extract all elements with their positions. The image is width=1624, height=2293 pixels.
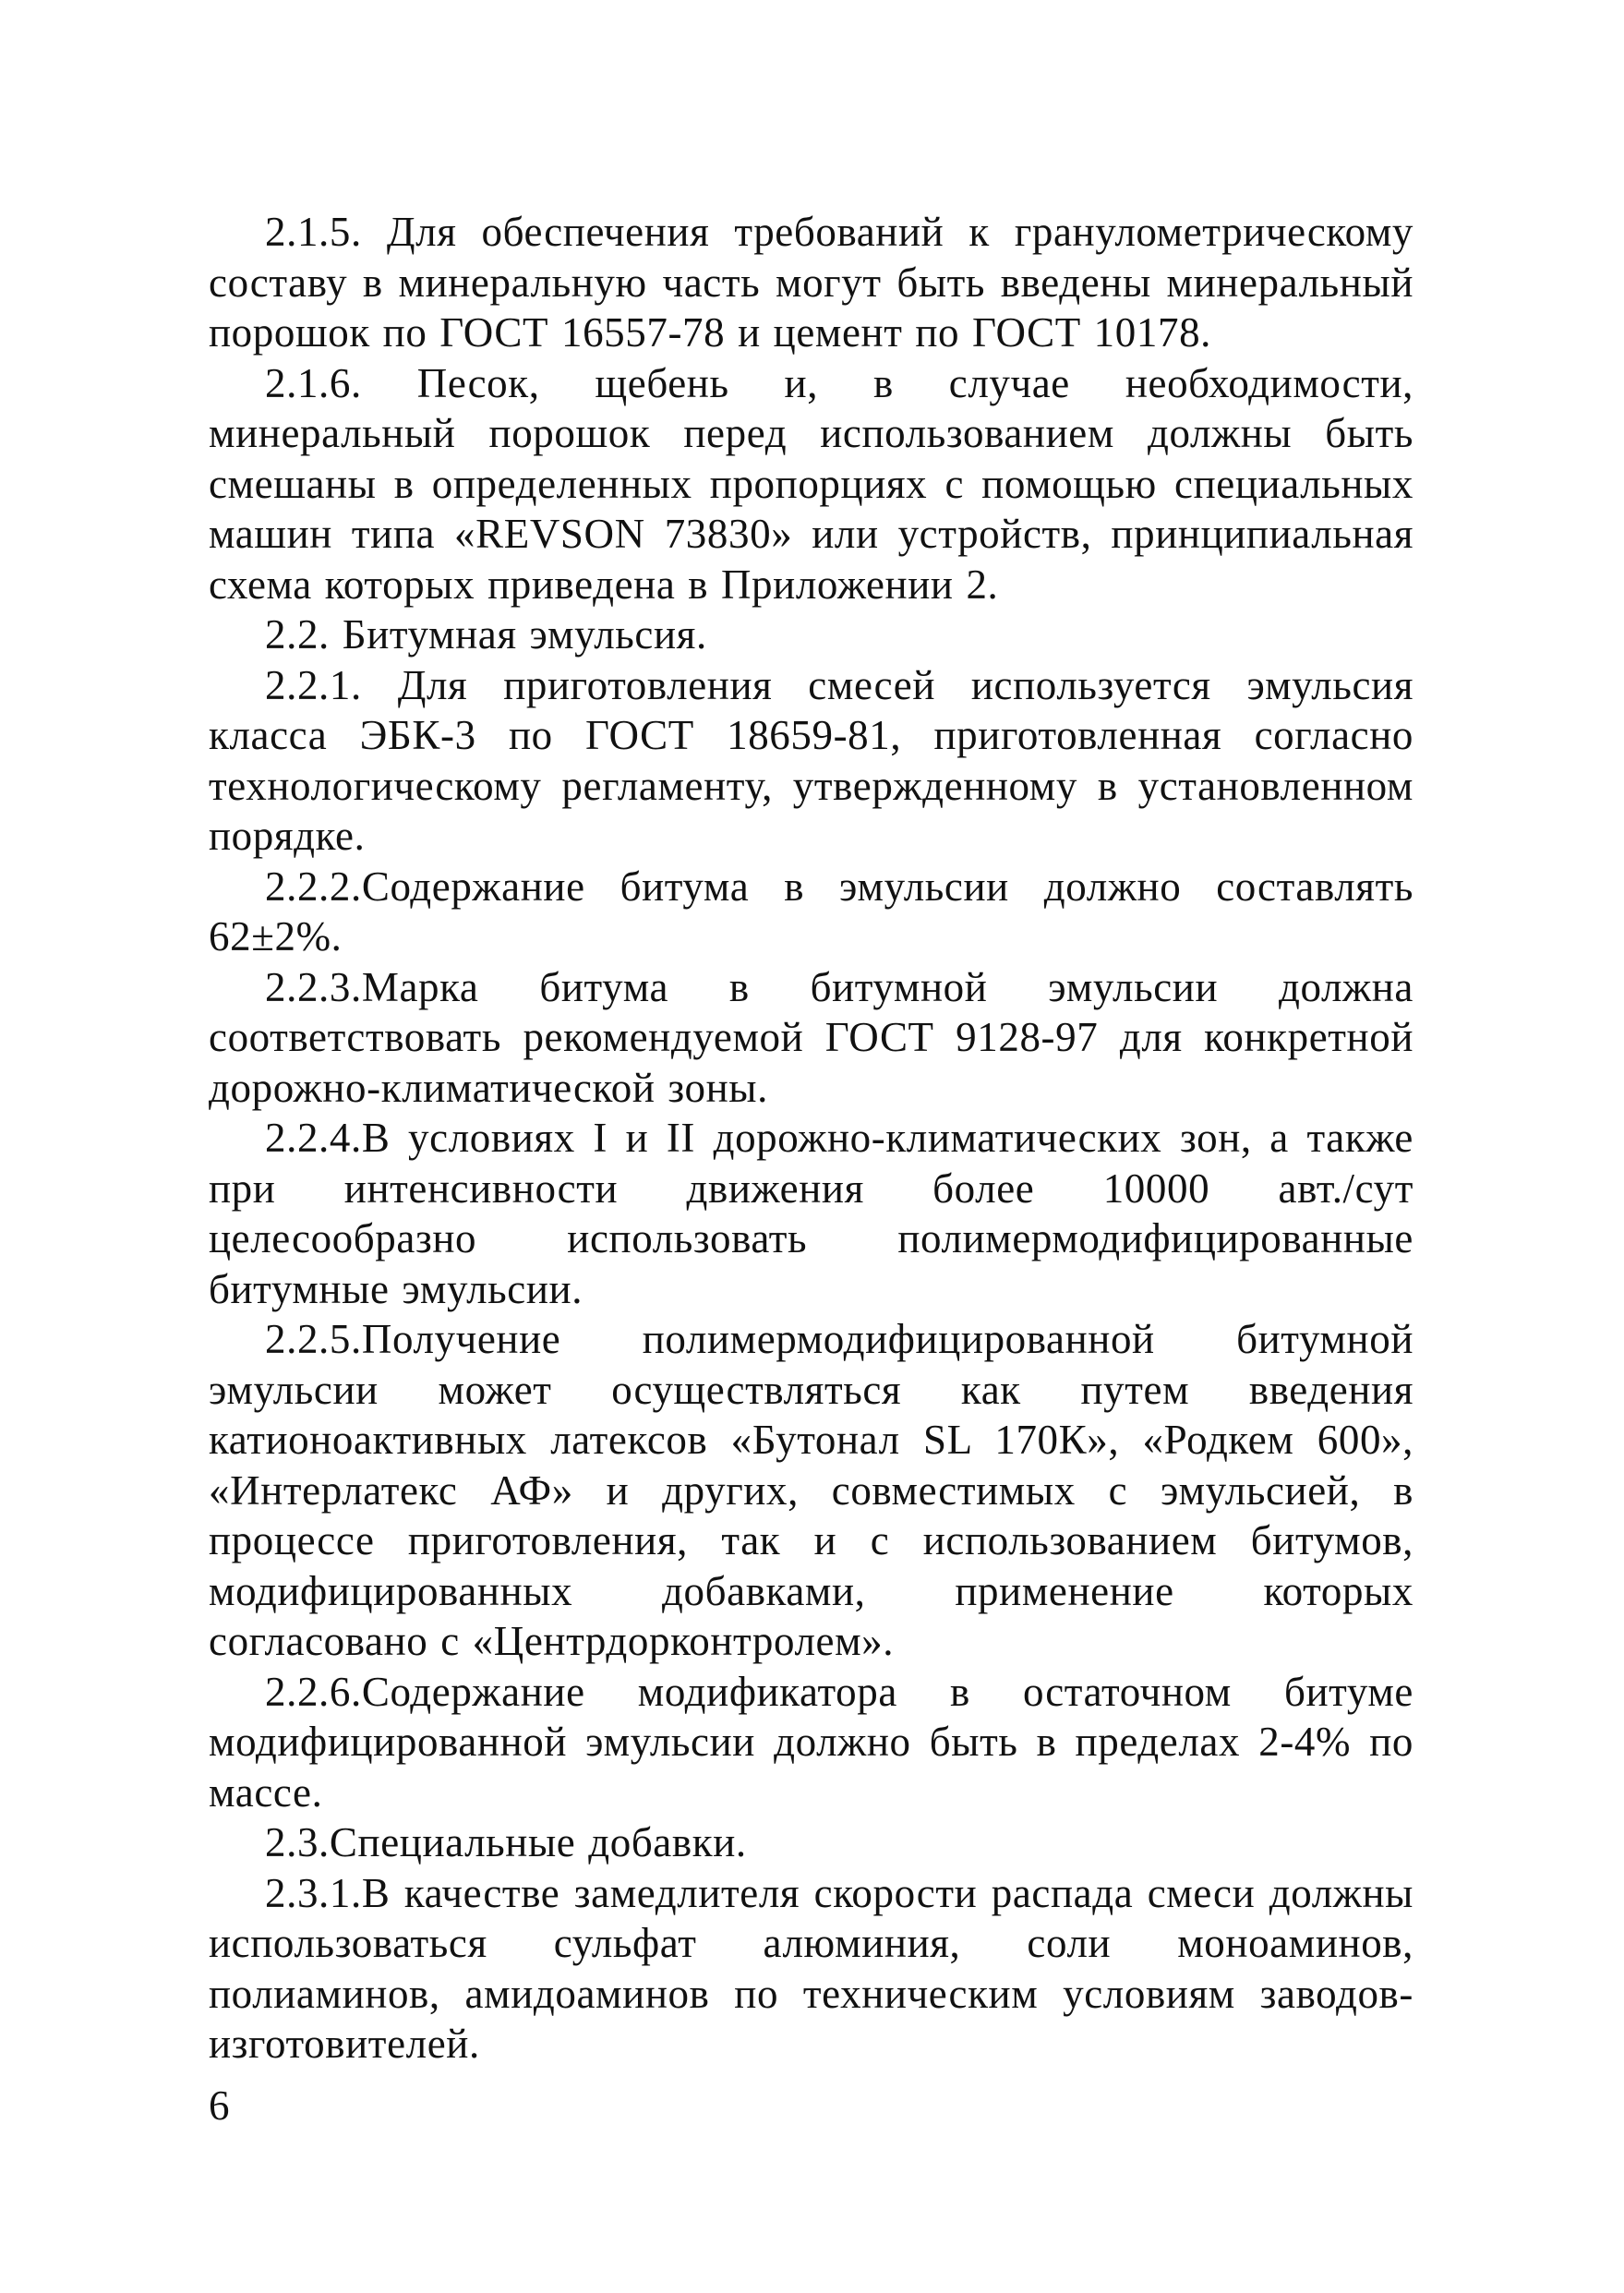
paragraph-2-2-5: 2.2.5.Получение полимермодифицированной битумной эмульсии может осуществляться как путем введения катионоактивных латексов «Бутонал SL 170К», «Родкем 600», «Интерлатекс АФ» и других, совместимых с эмульсией, в процессе приготовления, так и с использованием битумов, модифицированных добавками, применение которых согласовано с «Центрдорконтролем». (209, 1316, 1413, 1664)
document-body (209, 207, 1413, 2070)
paragraph-2-2-3: 2.2.3.Марка битума в битумной эмульсии должна соответствовать рекомендуемой ГОСТ 9128-97 для конкретной дорожно-климатической зоны. (209, 963, 1413, 1111)
page-number: 6 (209, 2082, 230, 2129)
paragraph-2-2-2: 2.2.2.Содержание битума в эмульсии должно составлять 62±2%. (209, 863, 1413, 959)
section-heading-2-2: 2.2. Битумная эмульсия. (265, 611, 707, 658)
section-heading-2-3: 2.3.Специальные добавки. (265, 1819, 747, 1865)
paragraph-2-1-5: 2.1.5. Для обеспечения требований к гранулометрическому составу в минеральную часть могут быть введены минеральный порошок по ГОСТ 16557-78 и цемент по ГОСТ 10178. (209, 209, 1413, 356)
paragraph-2-2-1: 2.2.1. Для приготовления смесей используется эмульсия класса ЭБК-3 по ГОСТ 18659-81, приготовленная согласно технологическому регламенту, утвержденному в установленном порядке. (209, 661, 1413, 859)
paragraph-2-1-6: 2.1.6. Песок, щебень и, в случае необходимости, минеральный порошок перед использованием должны быть смешаны в определенных пропорциях с помощью специальных машин типа «REVSON 73830» или устройств, принципиальная схема которых приведена в Приложении 2. (209, 359, 1413, 608)
paragraph-2-3-1: 2.3.1.В качестве замедлителя скорости распада смеси должны использоваться сульфат алюминия, соли моноаминов, полиаминов, амидоаминов по техническим условиям заводов-изготовителей. (209, 1869, 1413, 2067)
paragraph-2-2-4: 2.2.4.В условиях I и II дорожно-климатических зон, а также при интенсивности движения более 10000 авт./сут целесообразно использовать полимермодифицированные битумные эмульсии. (209, 1115, 1413, 1312)
paragraph-2-2-6: 2.2.6.Содержание модификатора в остаточном битуме модифицированной эмульсии должно быть в пределах 2-4% по массе. (209, 1668, 1413, 1816)
